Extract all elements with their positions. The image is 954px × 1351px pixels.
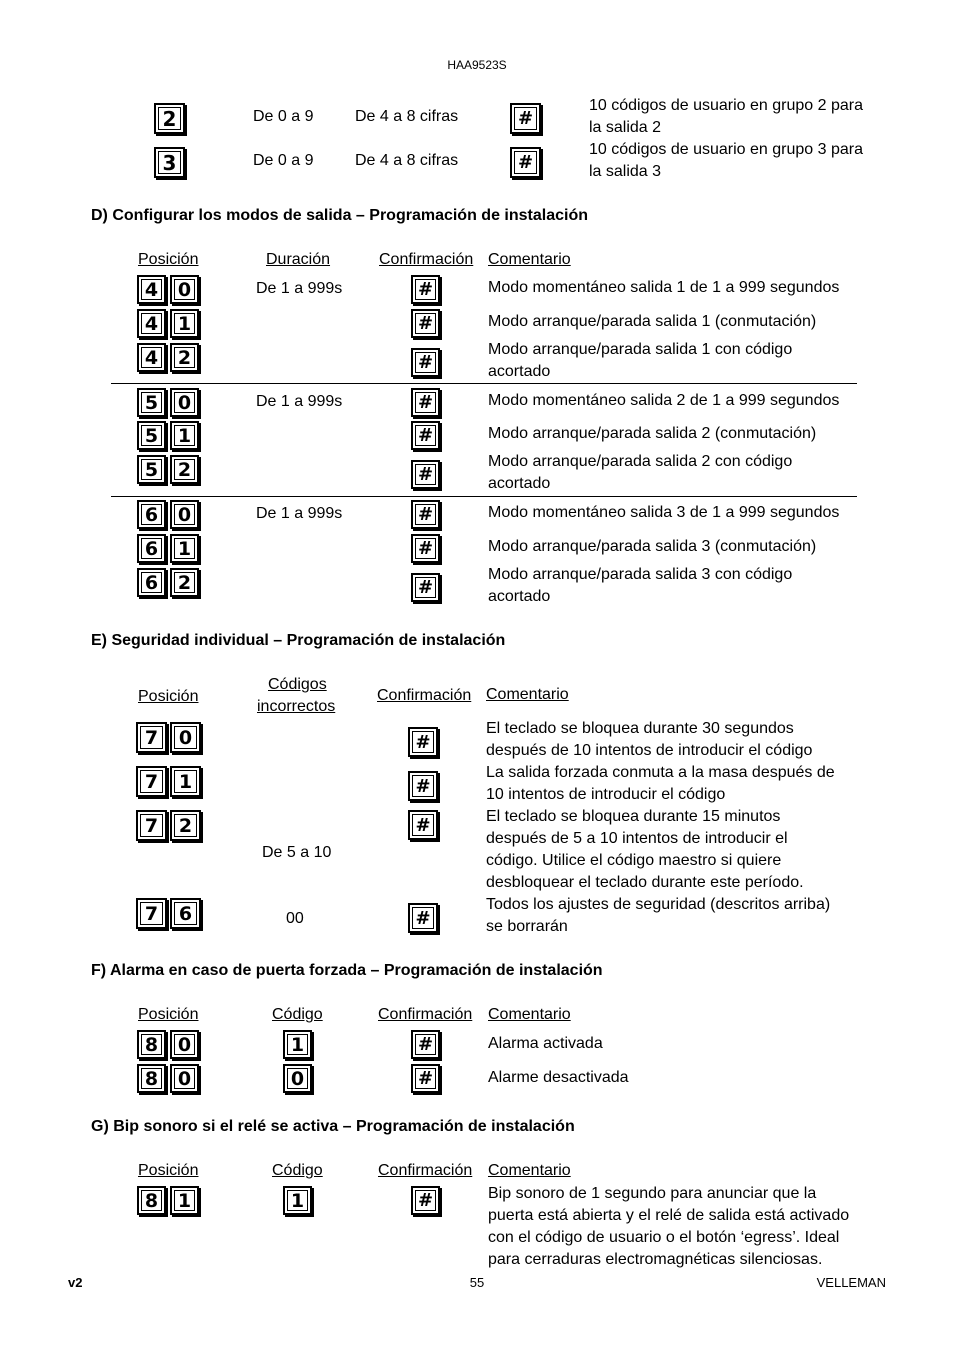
- comment-text: El teclado se bloquea durante 15 minutos después de 5 a 10 intentos de introducir el código. Utilice el código maestro si quiere desbloquear el teclado durante este período.: [486, 808, 804, 891]
- col-header-position: Posición: [138, 688, 199, 705]
- comment-text: Alarme desactivada: [488, 1069, 629, 1086]
- key-1: 1: [283, 1186, 312, 1215]
- hash-key: #: [411, 421, 440, 450]
- hash-key: #: [408, 727, 438, 757]
- codes-text: 00: [286, 910, 304, 927]
- col-header-confirmation: Confirmación: [378, 1162, 473, 1179]
- col-header-confirmation: Confirmación: [377, 687, 472, 704]
- col-header-comment: Comentario: [488, 1006, 571, 1023]
- duration-text: De 1 a 999s: [256, 393, 343, 410]
- hash-key: #: [510, 147, 541, 178]
- col-header-code: Código: [272, 1162, 323, 1179]
- key-6: 6: [170, 898, 201, 929]
- range-text: De 0 a 9: [253, 108, 314, 125]
- footer-version: v2: [68, 1275, 83, 1290]
- divider: [111, 383, 857, 384]
- section-f-title: F) Alarma en caso de puerta forzada – Programación de instalación: [91, 962, 603, 979]
- document-model: HAA9523S: [447, 58, 507, 72]
- hash-key: #: [411, 460, 440, 489]
- hash-key: #: [408, 771, 438, 801]
- key-5: 5: [137, 388, 166, 417]
- key-6: 6: [137, 534, 166, 563]
- comment-text: Modo arranque/parada salida 3 con código acortado: [488, 566, 793, 605]
- comment-text: Bip sonoro de 1 segundo para anunciar que la puerta está abierta y el relé de salida está activado con el código de usuario o el botón ‘egress’. Ideal para cerraduras electromagnéticas silenciosas.: [488, 1185, 850, 1268]
- col-header-position: Posición: [138, 251, 199, 268]
- col-header-position: Posición: [138, 1006, 199, 1023]
- key-1: 1: [170, 534, 199, 563]
- key-8: 8: [137, 1064, 166, 1093]
- col-header-confirmation: Confirmación: [378, 1006, 473, 1023]
- top-comment: 10 códigos de usuario en grupo 2 para la salida 2: [589, 97, 863, 136]
- key-7: 7: [136, 810, 167, 841]
- digits-text: De 4 a 8 cifras: [355, 108, 459, 125]
- key-4: 4: [137, 275, 166, 304]
- hash-key: #: [408, 903, 438, 933]
- hash-key: #: [411, 275, 440, 304]
- key-3: 3: [154, 147, 185, 178]
- key-1: 1: [170, 309, 199, 338]
- hash-key: #: [411, 388, 440, 417]
- key-0: 0: [170, 1030, 199, 1059]
- duration-text: De 1 a 999s: [256, 280, 343, 297]
- col-header-confirmation: Confirmación: [379, 251, 474, 268]
- footer-brand: VELLEMAN: [816, 1275, 886, 1290]
- comment-text: Modo momentáneo salida 3 de 1 a 999 segundos: [488, 504, 840, 521]
- key-0: 0: [170, 722, 201, 753]
- key-8: 8: [137, 1030, 166, 1059]
- col-header-incorrect: incorrectos: [257, 698, 336, 715]
- key-0: 0: [170, 388, 199, 417]
- key-1: 1: [283, 1030, 312, 1059]
- hash-key: #: [411, 309, 440, 338]
- col-header-duration: Duración: [266, 251, 331, 268]
- hash-key: #: [411, 1186, 440, 1215]
- key-0: 0: [170, 500, 199, 529]
- key-0: 0: [283, 1064, 312, 1093]
- key-0: 0: [170, 275, 199, 304]
- key-2: 2: [170, 343, 199, 372]
- top-comment: 10 códigos de usuario en grupo 3 para la salida 3: [589, 141, 863, 180]
- col-header-code: Código: [272, 1006, 323, 1023]
- hash-key: #: [411, 534, 440, 563]
- comment-text: Todos los ajustes de seguridad (descritos arriba) se borrarán: [486, 896, 831, 935]
- col-header-comment: Comentario: [488, 251, 571, 268]
- range-text: De 0 a 9: [253, 152, 314, 169]
- hash-key: #: [411, 1064, 440, 1093]
- col-header-codes: Códigos: [268, 676, 327, 693]
- key-7: 7: [136, 722, 167, 753]
- hash-key: #: [510, 103, 541, 134]
- hash-key: #: [411, 573, 440, 602]
- key-4: 4: [137, 343, 166, 372]
- key-0: 0: [170, 1064, 199, 1093]
- comment-text: El teclado se bloquea durante 30 segundos después de 10 intentos de introducir el código: [486, 720, 813, 759]
- hash-key: #: [411, 1030, 440, 1059]
- comment-text: Modo momentáneo salida 2 de 1 a 999 segundos: [488, 392, 840, 409]
- hash-key: #: [408, 810, 438, 840]
- key-4: 4: [137, 309, 166, 338]
- digits-text: De 4 a 8 cifras: [355, 152, 459, 169]
- key-1: 1: [170, 766, 201, 797]
- col-header-position: Posición: [138, 1162, 199, 1179]
- comment-text: Modo arranque/parada salida 2 con código acortado: [488, 453, 793, 492]
- col-header-comment: Comentario: [486, 686, 569, 703]
- comment-text: Modo arranque/parada salida 1 con código acortado: [488, 341, 793, 380]
- key-2: 2: [154, 103, 185, 134]
- codes-text: De 5 a 10: [262, 844, 332, 861]
- comment-text: Alarma activada: [488, 1035, 603, 1052]
- key-1: 1: [170, 421, 199, 450]
- hash-key: #: [411, 500, 440, 529]
- duration-text: De 1 a 999s: [256, 505, 343, 522]
- comment-text: Modo momentáneo salida 1 de 1 a 999 segundos: [488, 279, 840, 296]
- comment-text: La salida forzada conmuta a la masa después de 10 intentos de introducir el código: [486, 764, 835, 803]
- key-5: 5: [137, 421, 166, 450]
- key-6: 6: [137, 500, 166, 529]
- hash-key: #: [411, 348, 440, 377]
- section-e-title: E) Seguridad individual – Programación de instalación: [91, 632, 506, 649]
- key-7: 7: [136, 766, 167, 797]
- key-6: 6: [137, 568, 166, 597]
- section-g-title: G) Bip sonoro si el relé se activa – Programación de instalación: [91, 1118, 575, 1135]
- col-header-comment: Comentario: [488, 1162, 571, 1179]
- footer-page-number: 55: [469, 1275, 485, 1290]
- comment-text: Modo arranque/parada salida 2 (conmutación): [488, 425, 817, 442]
- key-2: 2: [170, 455, 199, 484]
- key-8: 8: [137, 1186, 166, 1215]
- comment-text: Modo arranque/parada salida 1 (conmutación): [488, 313, 817, 330]
- key-2: 2: [170, 810, 201, 841]
- divider: [111, 496, 857, 497]
- key-7: 7: [136, 898, 167, 929]
- comment-text: Modo arranque/parada salida 3 (conmutación): [488, 538, 817, 555]
- key-1: 1: [170, 1186, 199, 1215]
- section-d-title: D) Configurar los modos de salida – Programación de instalación: [91, 207, 588, 224]
- key-2: 2: [170, 568, 199, 597]
- key-5: 5: [137, 455, 166, 484]
